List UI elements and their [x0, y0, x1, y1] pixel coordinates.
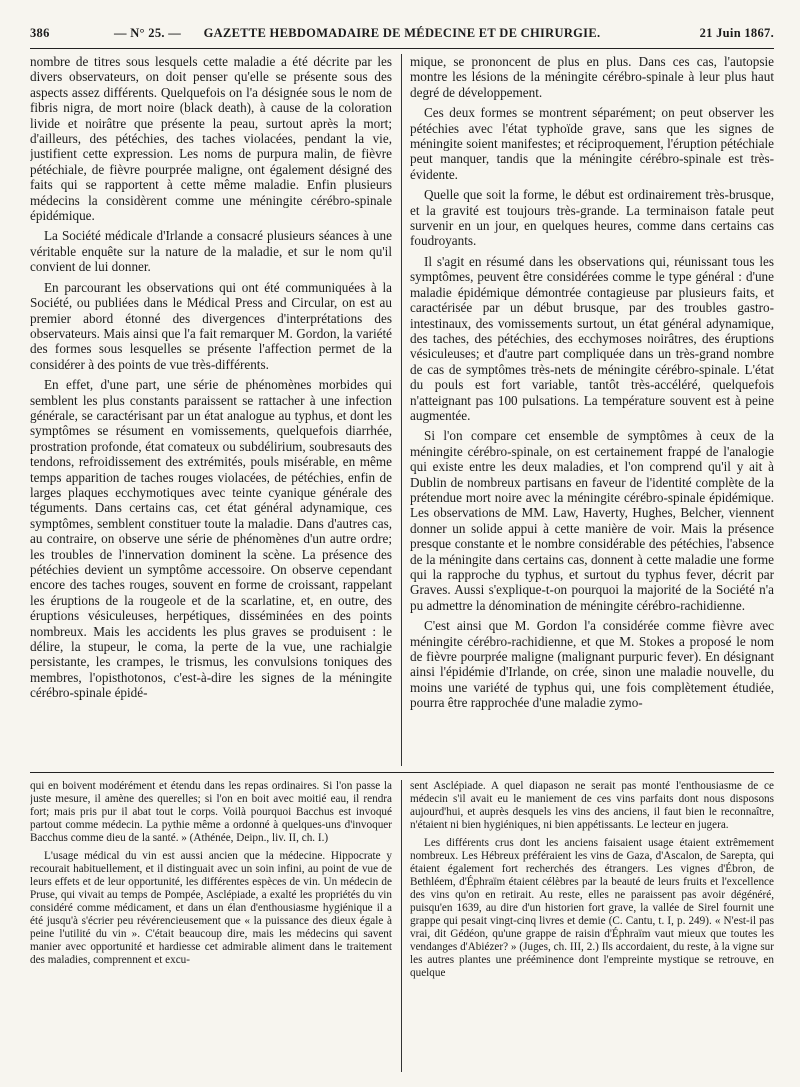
paragraph: mique, se prononcent de plus en plus. Dans ces cas, l'autopsie montre les lésions de la méningite cérébro-spinale à leur plus haut degré de développement. — [410, 54, 774, 100]
paragraph: Quelle que soit la forme, le début est ordinairement très-brusque, et la gravité est toujours très-grande. La terminaison fatale peut survenir en un jour, en quelques heures, comme dans certains cas foudroyants. — [410, 187, 774, 249]
paragraph: Il s'agit en résumé dans les observations qui, réunissant tous les symptômes, peuvent être considérées comme le type général : d'une maladie épidémique démontrée contagieuse par plusieurs faits, et caractérisée par un début brusque, par des troubles gastro-intestinaux, des vomissements surtout, un état général adynamique, des taches, des pétéchies, des ecchymoses noirâtres, des éruptions vésiculeuses; et d'autre part compliquée dans un très-grand nombre de cas de symptômes très-nets de méningite cérébro-spinale. L'état du pouls est fort variable, tantôt très-accéléré, quelquefois n'atteignant pas 100 pulsations. La température souvent est à peine augmentée. — [410, 253, 774, 423]
paragraph: Si l'on compare cet ensemble de symptômes à ceux de la méningite cérébro-spinale, on est certainement frappé de l'analogie qui existe entre les deux maladies, et l'on comprend qu'il y ait à Dublin de nombreux partisans en faveur de l'identité complète de la prétendue mort noire avec la méningite cérébro-spinale épidémique. Les observations de MM. Law, Haverty, Hughes, Belcher, viennent donner un solide appui à cette manière de voir. Mais la présence presque constante et le nombre considérable des pétéchies, l'absence de la méningite dans certains cas, donnent à cette maladie une forme qui la rapproche du typhus, et surtout du typhus fever, décrit par Graves. Aussi s'explique-t-on pourquoi la majorité de la Société n'a pu admettre la dénomination de méningite cérébro-rachidienne. — [410, 428, 774, 613]
lower-right-column — [410, 780, 774, 1072]
column-divider — [401, 54, 402, 766]
column-divider — [401, 780, 402, 1072]
issue-number: — N° 25. — — [114, 26, 182, 40]
paragraph: qui en boivent modérément et étendu dans les repas ordinaires. Si l'on passe la juste mesure, il amène des querelles; si l'on en boit avec moitié eau, il rendra fort; mais pris pur il abat tout le corps. Voilà pourquoi Bacchus est invoqué partout comme médecin. La pythie même a ordonné à quelques-uns d'invoquer Bacchus comme dieu de la santé. » (Athénée, Deipn., liv. II, ch. I.) — [30, 780, 392, 844]
page-number: 386 — [30, 26, 50, 40]
feuilleton-rule — [30, 772, 774, 773]
paragraph: La Société médicale d'Irlande a consacré plusieurs séances à une véritable enquête sur la nature de la maladie, et sur le nom qu'il convient de lui donner. — [30, 228, 392, 275]
paragraph: C'est ainsi que M. Gordon l'a considérée comme fièvre avec méningite cérébro-rachidienne, et que M. Stokes a proposé le nom de fièvre pourprée maligne (malignant purpuric fever). En désignant ainsi l'épidémie d'Irlande, on crée, sinon une maladie nouvelle, du moins une variété de typhus qui, une fois complètement étudiée, pourra être rapprochée d'une maladie zymo- — [410, 618, 774, 711]
paragraph: En parcourant les observations qui ont été communiquées à la Société, ou publiées dans le Médical Press and Circular, on est au premier abord étonné des divergences d'interprétations des observateurs. Mais ainsi que l'a fait remarquer M. Gordon, la variété des formes sous lesquelles se présente l'affection permet de la considérer à des points de vue très-différents. — [30, 279, 392, 372]
header-rule — [30, 48, 774, 49]
lower-left-column — [30, 780, 392, 1072]
paragraph: Les différents crus dont les anciens faisaient usage étaient extrêmement nombreux. Les Hébreux préféraient les vins de Gaza, d'Ascalon, de Sarepta, qui étaient également fort recherchés des étrangers. Les vignes d'Ébron, de Bethléem, d'Éphraïm étaient célèbres par la beauté de leurs fruits et l'excellence des vins qu'on en retirait. Au reste, elles ne paraissent pas avoir dégénéré, puisqu'en 1639, au dire d'un historien fort grave, la vallée de Sirel fournit une grappe qui pesait vingt-cinq livres et demie (C. Cantu, t. I, p. 249). « N'est-il pas vrai, dit Gédéon, qu'une grappe de raisin d'Éphraïm vaut mieux que toutes les vendanges d'Abiézer? » (Juges, ch. III, 2.) Ils accordaient, du reste, à la vigne sur les autres plantes une prééminence dont l'empreinte mystique se retrouve, en quelque — [410, 837, 774, 979]
issue-date: 21 Juin 1867. — [699, 26, 774, 40]
page-header — [30, 26, 774, 46]
upper-left-column — [30, 54, 392, 766]
paragraph: Ces deux formes se montrent séparément; on peut observer les pétéchies avec l'état typhoïde grave, sans que les signes de méningite soient manifestes; et réciproquement, l'éruption pétéchiale peut manquer, tandis que la méningite cérébro-spinale est très-évidente. — [410, 105, 774, 182]
paragraph: En effet, d'une part, une série de phénomènes morbides qui semblent les plus constants paraissent se rattacher à une infection générale, se caractérisant par un état analogue au typhus, et dont les symptômes se résument en vomissements, quelquefois diarrhée, prostration profonde, état comateux ou subdélirium, soubresauts des tendons, refroidissement des extrémités, pouls misérable, en même temps apparition de taches rouges violacées, de pétéchies, enfin de larges plaques ecchymotiques avec teinte cyanique générale des téguments. Dans certains cas, cet état général adynamique, ces symptômes, semblent constituer toute la maladie. Dans d'autres cas, au contraire, on observe une série de phénomènes d'un autre ordre; les troubles de l'innervation dominent la scène. La présence des pétéchies devient un symptôme accessoire. On observe cependant encore des taches rouges, souvent en forme de croissant, rappelant les éruptions de la rougeole et de la scarlatine, et, en outre, des éruptions vésiculeuses, herpétiques, disséminées en des points nombreux. Mais les accidents les plus graves se produisent : le délire, la stupeur, le coma, la perte de la vue, une rachialgie persistante, les crampes, le trismus, les convulsions toniques des membres, l'opisthotonos, c'est-à-dire les signes de la méningite cérébro-spinale épidé- — [30, 377, 392, 701]
upper-right-column — [410, 54, 774, 766]
paragraph: nombre de titres sous lesquels cette maladie a été décrite par les divers observateurs, on doit penser qu'elle se présente sous des aspects assez différents. Quelquefois on l'a désignée sous le nom de fibris nigra, de mort noire (black death), à cause de la coloration livide et noirâtre que présente la peau, surtout après la mort; d'ailleurs, des pétéchies, des taches violacées, pendant la vie, justifient cette expression. Les noms de purpura malin, de fièvre pétéchiale, de fièvre pourprée maligne, ont également désigné des faits qui se rapportent à cette même maladie. Enfin plusieurs médecins la considèrent comme une méningite cérébro-spinale épidémique. — [30, 54, 392, 224]
paragraph: L'usage médical du vin est aussi ancien que la médecine. Hippocrate y recourait habituellement, et il distinguait avec un soin infini, au point de vue de leurs effets et de leur opportunité, les différentes espèces de vin. Un médecin de Pruse, qui vivait au temps de Pompée, Asclépiade, a exalté les propriétés du vin considéré comme médicament, et dans un élan d'enthousiasme hygiénique il a été jusqu'à s'écrier peu révérencieusement que « la puissance des dieux égale à peine l'utilité du vin ». C'était beaucoup dire, mais les médecins qui savent manier avec opportunité et hardiesse cet admirable aliment dans le traitement des maladies, comprennent et excu- — [30, 850, 392, 966]
journal-title: GAZETTE HEBDOMADAIRE DE MÉDECINE ET DE CHIRURGIE. — [203, 26, 601, 40]
paragraph: sent Asclépiade. A quel diapason ne serait pas monté l'enthousiasme de ce médecin s'il avait eu le maniement de ces vins parfaits dont nous disposons aujourd'hui, et auprès desquels les vins des anciens, il faut bien le reconnaître, n'étaient ni bien hygiéniques, ni bien appétissants. Le lecteur en jugera. — [410, 780, 774, 831]
